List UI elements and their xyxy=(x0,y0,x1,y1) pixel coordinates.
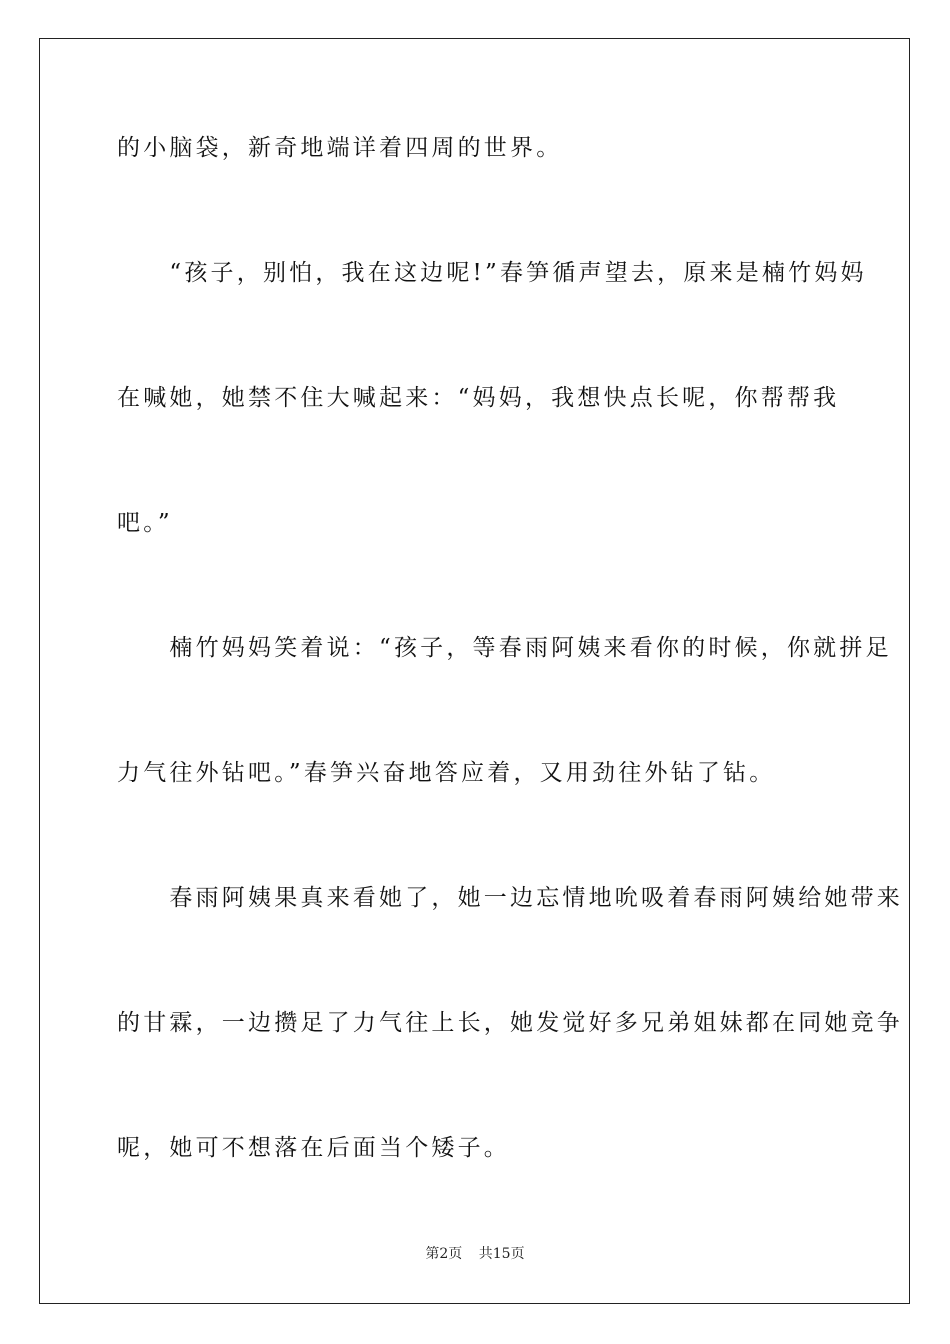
page-footer xyxy=(0,1245,950,1263)
page-border xyxy=(39,38,910,1304)
text-line: “孩子，别怕，我在这边呢!”春笋循声望去，原来是楠竹妈妈 xyxy=(117,260,867,286)
text-line: 在喊她，她禁不住大喊起来：“妈妈，我想快点长呢，你帮帮我 xyxy=(117,385,840,411)
page-total: 共15页 xyxy=(478,1246,525,1262)
text-line: 的甘霖，一边攒足了力气往上长，她发觉好多兄弟姐妹都在同她竞争 xyxy=(117,1010,903,1036)
text-line: 春雨阿姨果真来看她了，她一边忘情地吮吸着春雨阿姨给她带来 xyxy=(117,885,903,911)
text-line: 的小脑袋，新奇地端详着四周的世界。 xyxy=(117,135,563,161)
text-line: 楠竹妈妈笑着说：“孩子，等春雨阿姨来看你的时候，你就拼足 xyxy=(117,635,892,661)
text-line: 力气往外钻吧。”春笋兴奋地答应着，又用劲往外钻了钻。 xyxy=(117,760,776,786)
text-line: 吧。” xyxy=(117,510,173,536)
page-number: 第2页 xyxy=(425,1246,463,1262)
text-line: 呢，她可不想落在后面当个矮子。 xyxy=(117,1135,510,1161)
